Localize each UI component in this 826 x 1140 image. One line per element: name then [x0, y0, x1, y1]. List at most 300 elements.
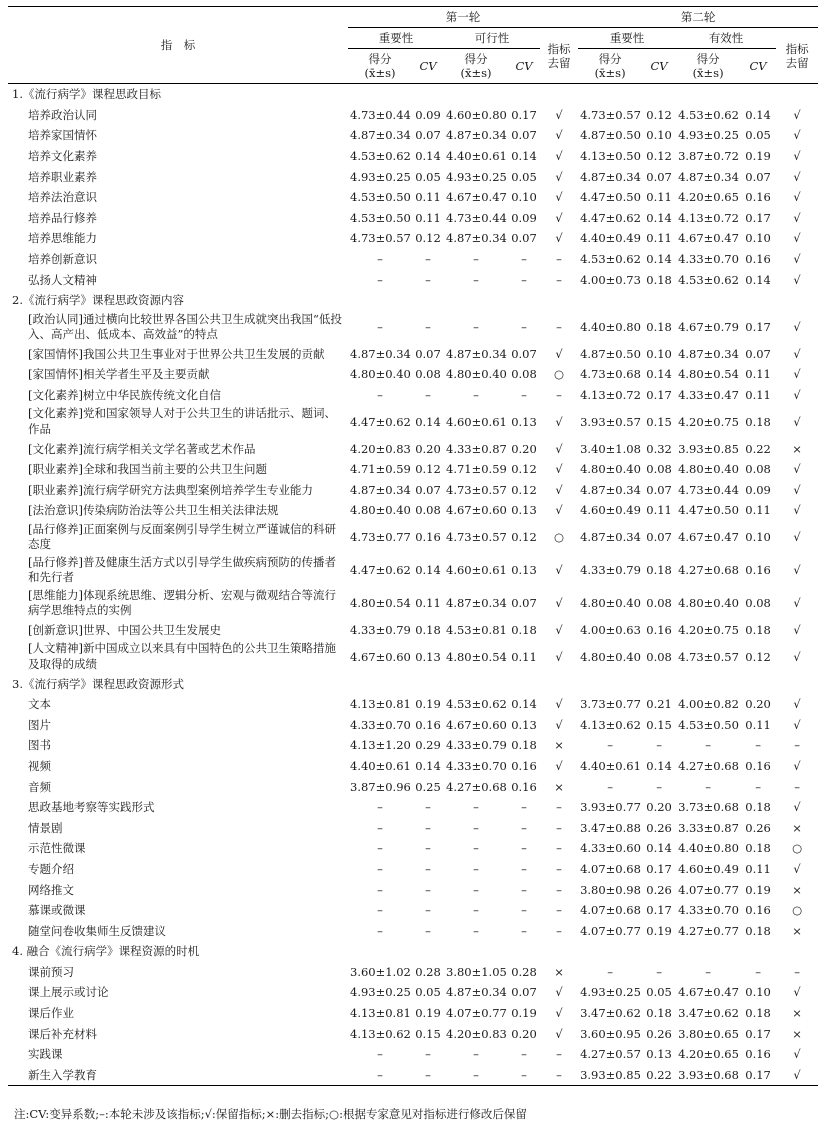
r2-importance-score: 4.87±0.50	[580, 346, 641, 361]
indicator-name: 音频	[28, 779, 51, 794]
r1-keep-remove: √	[555, 210, 563, 225]
r1-importance-score: –	[377, 882, 383, 897]
table-row	[8, 364, 818, 385]
r1-second-cv: 0.17	[511, 107, 537, 122]
r2-second-cv: 0.17	[745, 320, 771, 335]
r2-second-cv: 0.17	[745, 210, 771, 225]
indicator-name: 视频	[28, 758, 51, 773]
r1-second-score: 4.80±0.40	[446, 367, 507, 382]
r1-importance-score: 4.20±0.83	[350, 441, 411, 456]
r2-keep-remove: √	[793, 1047, 801, 1062]
r2-second-cv: 0.18	[745, 1006, 771, 1021]
r2-importance-cv: 0.32	[646, 441, 672, 456]
r1-importance-header: 重要性	[348, 28, 444, 49]
r1-keep-remove: –	[540, 1065, 578, 1086]
r1-keep-remove: –	[556, 272, 562, 287]
r1-importance-cv: 0.07	[415, 482, 441, 497]
r1-second-score: 4.33±0.79	[446, 738, 507, 753]
r2-importance-score: 4.87±0.34	[580, 482, 641, 497]
r1-importance-cv: 0.07	[415, 346, 441, 361]
r1-keep-remove: √	[555, 503, 563, 518]
r1-keep-remove: √	[555, 563, 563, 578]
r2-keep-remove: √	[793, 107, 801, 122]
table-row	[8, 1003, 818, 1024]
r1-importance-score: –	[377, 903, 383, 918]
r2-keep-remove: √	[793, 697, 801, 712]
r2-keep-remove: ×	[792, 1026, 802, 1041]
r1-importance-cv: –	[425, 841, 431, 856]
table-row	[8, 554, 818, 587]
r1-second-score: 4.73±0.57	[446, 482, 507, 497]
r2-keep-remove: √	[793, 346, 801, 361]
r2-second-score: 4.20±0.75	[678, 414, 739, 429]
r1-second-cv: 0.10	[511, 190, 537, 205]
r1-second-cv: 0.09	[511, 210, 537, 225]
r2-second-score: 4.67±0.47	[678, 231, 739, 246]
r1-importance-score: 4.73±0.77	[350, 530, 411, 545]
r1-keep-remove: √	[555, 441, 563, 456]
indicator-name: 培养家国情怀	[28, 128, 97, 143]
r1-second-cv: –	[521, 272, 527, 287]
r2-importance-cv: 0.17	[646, 388, 672, 403]
r1-second-cv: 0.14	[511, 697, 537, 712]
table-row	[8, 587, 818, 620]
r2-second-cv: 0.16	[745, 1047, 771, 1062]
indicator-name: 慕课或微课	[28, 903, 86, 918]
r2-keep-remove: ×	[792, 441, 802, 456]
r1-second-cv: 0.07	[511, 231, 537, 246]
r1-second-score: –	[473, 923, 479, 938]
r1-second-score: 4.53±0.81	[446, 622, 507, 637]
r1-importance-cv: 0.14	[415, 758, 441, 773]
r1-second-score: 4.73±0.44	[446, 210, 507, 225]
r1-importance-cv: 0.07	[415, 128, 441, 143]
r2-importance-score: 4.40±0.80	[580, 320, 641, 335]
indicator-name: 专题介绍	[28, 861, 74, 876]
r2-importance-cv: 0.10	[646, 346, 672, 361]
table-row	[8, 982, 818, 1003]
table-row	[8, 311, 818, 344]
r1-importance-cv: –	[425, 861, 431, 876]
r2-second-score: 3.93±0.85	[678, 441, 739, 456]
r2-second-score: 4.20±0.75	[678, 622, 739, 637]
r2-importance-cv: 0.22	[642, 1065, 676, 1086]
r2-second-score: 4.33±0.70	[678, 252, 739, 267]
r2-second-cv: 0.18	[745, 800, 771, 815]
r2-second-cv: 0.26	[745, 820, 771, 835]
r1-second-cv: 0.13	[511, 717, 537, 732]
r2-keep-remove: √	[793, 231, 801, 246]
indicator-name: 培养思维能力	[28, 231, 97, 246]
indicator-name: [人文精神]新中国成立以来具有中国特色的公共卫生策略措施及取得的成绩	[28, 641, 336, 671]
indicator-name: 课前预习	[28, 964, 74, 979]
r1-keep-remove: –	[556, 820, 562, 835]
r2-importance-cv: 0.05	[646, 985, 672, 1000]
r2-keep-remove: √	[793, 563, 801, 578]
r2-second-score: 4.53±0.50	[678, 717, 739, 732]
r2-second-cv: 0.14	[745, 272, 771, 287]
r2-second-score: 4.40±0.80	[678, 841, 739, 856]
table-row	[8, 900, 818, 921]
r2-importance-cv: 0.26	[646, 882, 672, 897]
r2-importance-score: 3.47±0.62	[580, 1006, 641, 1021]
r2-second-score: 4.27±0.68	[678, 563, 739, 578]
r1-importance-cv: 0.11	[415, 190, 441, 205]
r2-second-score: 4.87±0.34	[678, 346, 739, 361]
table-row	[8, 105, 818, 126]
r2-second-score: –	[705, 738, 711, 753]
r1-second-cv: –	[521, 923, 527, 938]
r2-keep-remove-header: 指标 去留	[776, 28, 818, 84]
r2-second-cv: 0.18	[745, 414, 771, 429]
r2-importance-cv: 0.11	[646, 190, 672, 205]
indicator-name: 随堂问卷收集师生反馈建议	[28, 923, 166, 938]
r2-importance-score: 4.13±0.72	[580, 388, 641, 403]
r1-keep-remove: √	[555, 985, 563, 1000]
r2-importance-cv: 0.07	[646, 530, 672, 545]
r1-importance-score: 4.73±0.57	[350, 231, 411, 246]
r1-second-cv: 0.12	[511, 462, 537, 477]
r1-keep-remove: ○	[554, 367, 565, 382]
round2-header: 第二轮	[578, 7, 818, 28]
table-row	[8, 385, 818, 406]
r2-second-score: 4.93±0.25	[678, 128, 739, 143]
r1-keep-remove: –	[556, 388, 562, 403]
r2-second-cv: 0.05	[745, 128, 771, 143]
r1-second-cv: 0.07	[511, 346, 537, 361]
r2-importance-cv: 0.21	[646, 697, 672, 712]
r2-importance-cv: 0.08	[646, 596, 672, 611]
r2-second-score: 3.33±0.87	[678, 820, 739, 835]
r1-importance-cv: –	[412, 1065, 444, 1086]
r2-importance-score: 4.07±0.68	[580, 861, 641, 876]
r2-second-cv: 0.10	[745, 231, 771, 246]
r1-second-cv: –	[521, 820, 527, 835]
r2-importance-cv: 0.12	[646, 149, 672, 164]
r2-imp-cv-header: CV	[642, 49, 676, 84]
r1-importance-cv: 0.08	[415, 367, 441, 382]
r1-second-score: 4.87±0.34	[446, 596, 507, 611]
indicator-name: [政治认同]通过横向比较世界各国公共卫生成就突出我国“低投入、高产出、低成本、高效益”的特点	[28, 311, 342, 342]
r2-importance-score: 3.40±1.08	[580, 441, 641, 456]
r1-keep-remove: √	[555, 169, 563, 184]
r1-importance-cv: –	[425, 320, 431, 335]
r2-importance-score: 4.87±0.50	[580, 128, 641, 143]
r1-keep-remove: –	[556, 320, 562, 335]
r2-keep-remove: ○	[792, 903, 803, 918]
r2-importance-cv: 0.14	[646, 210, 672, 225]
r1-importance-score: 4.80±0.40	[350, 503, 411, 518]
r1-importance-score: 4.73±0.44	[350, 107, 411, 122]
r1-importance-cv: 0.29	[415, 738, 441, 753]
round1-header: 第一轮	[348, 7, 578, 28]
r2-importance-score: 3.93±0.85	[578, 1065, 642, 1086]
r1-importance-cv: –	[425, 272, 431, 287]
r2-second-cv: –	[755, 738, 761, 753]
r1-fea-cv-header: CV	[508, 49, 540, 84]
r1-keep-remove: –	[556, 903, 562, 918]
indicator-name: [思维能力]体现系统思维、逻辑分析、宏观与微观结合等流行病学思维特点的实例	[28, 587, 336, 618]
r1-second-score: 4.87±0.34	[446, 128, 507, 143]
r1-importance-score: 4.80±0.54	[350, 596, 411, 611]
r2-second-cv: 0.19	[745, 149, 771, 164]
r2-importance-cv: 0.26	[646, 1026, 672, 1041]
r1-keep-remove: √	[555, 231, 563, 246]
r1-importance-cv: 0.14	[415, 149, 441, 164]
r1-importance-score: 4.87±0.34	[350, 128, 411, 143]
indicator-name: 网络推文	[28, 882, 74, 897]
table-row	[8, 459, 818, 480]
r2-importance-score: 4.60±0.49	[580, 503, 641, 518]
r2-keep-remove: ×	[792, 923, 802, 938]
r1-fea-score-header: 得分 (x̄±s)	[444, 49, 508, 84]
indicator-name: 思政基地考察等实践形式	[28, 800, 155, 815]
r1-imp-cv-header: CV	[412, 49, 444, 84]
r2-importance-cv: 0.07	[646, 169, 672, 184]
r2-importance-score: 3.47±0.88	[580, 820, 641, 835]
indicator-name: 实践课	[28, 1047, 63, 1062]
table-row	[8, 920, 818, 941]
r1-importance-cv: 0.08	[415, 503, 441, 518]
r1-second-score: –	[473, 800, 479, 815]
table-row	[8, 146, 818, 167]
r2-keep-remove: √	[793, 462, 801, 477]
r2-keep-remove: √	[793, 367, 801, 382]
r2-importance-cv: –	[656, 964, 662, 979]
r2-importance-cv: 0.20	[646, 800, 672, 815]
r1-importance-cv: 0.28	[415, 964, 441, 979]
r2-keep-remove: √	[793, 482, 801, 497]
r2-second-cv: 0.07	[745, 169, 771, 184]
r2-importance-cv: 0.08	[646, 649, 672, 664]
r1-importance-score: 4.33±0.79	[350, 622, 411, 637]
r2-second-cv: 0.11	[745, 388, 771, 403]
r1-second-score: –	[473, 861, 479, 876]
r2-keep-remove: –	[794, 964, 800, 979]
r2-second-score: 4.20±0.65	[678, 1047, 739, 1062]
r1-second-score: 4.60±0.61	[446, 414, 507, 429]
indicator-name: 培养品行修养	[28, 210, 97, 225]
r2-importance-score: –	[607, 779, 613, 794]
section-row	[8, 84, 818, 105]
r2-importance-score: 4.73±0.57	[580, 107, 641, 122]
table-row	[8, 1044, 818, 1065]
r2-importance-cv: 0.26	[646, 820, 672, 835]
r1-importance-cv: –	[425, 882, 431, 897]
section-row	[8, 290, 818, 311]
r2-effectiveness-header: 有效性	[676, 28, 776, 49]
r2-second-cv: 0.18	[745, 923, 771, 938]
table-row	[8, 714, 818, 735]
r1-second-cv: 0.07	[511, 985, 537, 1000]
r2-second-cv: 0.11	[745, 503, 771, 518]
r2-second-score: 4.27±0.68	[678, 758, 739, 773]
r2-second-cv: 0.07	[745, 346, 771, 361]
r1-importance-cv: 0.25	[415, 779, 441, 794]
indicator-name: 课上展示或讨论	[28, 985, 109, 1000]
table-row	[8, 166, 818, 187]
r1-importance-cv: 0.11	[415, 210, 441, 225]
r2-keep-remove: √	[793, 503, 801, 518]
r1-second-score: –	[473, 903, 479, 918]
r1-importance-score: –	[377, 252, 383, 267]
r2-keep-remove: √	[793, 649, 801, 664]
r2-keep-remove: √	[793, 272, 801, 287]
indicator-name: 示范性微课	[28, 841, 86, 856]
r1-keep-remove: √	[555, 717, 563, 732]
r1-importance-score: 3.87±0.96	[350, 779, 411, 794]
r2-importance-score: 4.07±0.77	[580, 923, 641, 938]
r1-second-score: 4.60±0.80	[446, 107, 507, 122]
indicator-name: 情景剧	[28, 820, 63, 835]
r1-second-cv: 0.20	[511, 1026, 537, 1041]
r1-second-cv: –	[521, 388, 527, 403]
indicator-name: 培养创新意识	[28, 252, 97, 267]
r2-importance-cv: –	[656, 779, 662, 794]
r1-second-score: 4.67±0.47	[446, 190, 507, 205]
table-row	[8, 405, 818, 438]
r1-second-cv: 0.07	[511, 128, 537, 143]
r2-second-score: 4.53±0.62	[678, 272, 739, 287]
r2-importance-score: –	[607, 964, 613, 979]
table-row	[8, 208, 818, 229]
indicator-name: [创新意识]世界、中国公共卫生发展史	[28, 622, 221, 637]
r1-keep-remove: ○	[554, 530, 565, 545]
section-title: 2.《流行病学》课程思政资源内容	[12, 293, 184, 308]
r2-importance-score: 4.40±0.49	[580, 231, 641, 246]
r1-keep-remove: √	[555, 149, 563, 164]
r2-importance-score: 3.73±0.77	[580, 697, 641, 712]
r1-second-cv: 0.19	[511, 1006, 537, 1021]
indicator-header: 指 标	[8, 7, 348, 84]
r2-second-cv: 0.16	[745, 903, 771, 918]
r1-imp-score-header: 得分 (x̄±s)	[348, 49, 412, 84]
table-row	[8, 1065, 818, 1086]
r1-importance-score: 4.40±0.61	[350, 758, 411, 773]
r2-keep-remove: √	[793, 530, 801, 545]
indicator-name: 培养法治意识	[28, 190, 97, 205]
r2-second-score: 3.93±0.68	[676, 1065, 740, 1086]
r1-importance-score: 4.13±0.81	[350, 697, 411, 712]
r2-importance-score: 4.00±0.73	[580, 272, 641, 287]
r1-second-score: 4.60±0.61	[446, 563, 507, 578]
indicator-name: [职业素养]流行病学研究方法典型案例培养学生专业能力	[28, 482, 313, 497]
r2-eff-score-header: 得分 (x̄±s)	[676, 49, 740, 84]
r1-second-score: 4.93±0.25	[446, 169, 507, 184]
section-title: 1.《流行病学》课程思政目标	[12, 87, 161, 102]
indicator-name: 培养政治认同	[28, 107, 97, 122]
table-row	[8, 817, 818, 838]
r2-second-score: 4.20±0.65	[678, 190, 739, 205]
r1-second-score: 4.40±0.61	[446, 149, 507, 164]
table-row	[8, 694, 818, 715]
r1-second-score: 4.27±0.68	[446, 779, 507, 794]
r2-keep-remove: √	[793, 861, 801, 876]
r1-second-cv: 0.12	[511, 482, 537, 497]
table-row	[8, 640, 818, 673]
r1-importance-score: 4.53±0.62	[350, 149, 411, 164]
r2-importance-cv: 0.19	[646, 923, 672, 938]
r1-keep-remove: √	[555, 414, 563, 429]
r1-importance-cv: 0.12	[415, 231, 441, 246]
r1-second-cv: 0.13	[511, 503, 537, 518]
r2-second-cv: 0.16	[745, 190, 771, 205]
r2-second-score: 4.67±0.79	[678, 320, 739, 335]
r1-importance-cv: 0.20	[415, 441, 441, 456]
r2-importance-score: 3.93±0.57	[580, 414, 641, 429]
r1-importance-score: –	[377, 272, 383, 287]
r1-importance-score: –	[377, 320, 383, 335]
r1-second-cv: 0.13	[511, 563, 537, 578]
r1-keep-remove: –	[556, 882, 562, 897]
r2-importance-score: 4.87±0.34	[580, 530, 641, 545]
r1-second-cv: 0.16	[511, 779, 537, 794]
r1-importance-score: –	[377, 820, 383, 835]
r2-keep-remove: √	[793, 596, 801, 611]
r2-second-cv: 0.16	[745, 252, 771, 267]
r1-importance-cv: –	[425, 1047, 431, 1062]
r2-keep-remove: √	[793, 758, 801, 773]
r1-second-cv: 0.14	[511, 149, 537, 164]
r1-importance-score: 4.47±0.62	[350, 563, 411, 578]
r2-second-score: 4.60±0.49	[678, 861, 739, 876]
r1-keep-remove: ×	[554, 738, 564, 753]
r2-keep-remove: √	[793, 210, 801, 225]
r1-importance-cv: –	[425, 388, 431, 403]
r1-importance-score: 4.47±0.62	[350, 414, 411, 429]
r2-second-cv: 0.17	[740, 1065, 776, 1086]
r2-eff-cv-header: CV	[740, 49, 776, 84]
r1-importance-score: 4.13±1.20	[350, 738, 411, 753]
r2-second-score: 4.27±0.77	[678, 923, 739, 938]
r1-second-score: –	[473, 1047, 479, 1062]
r1-importance-cv: 0.16	[415, 530, 441, 545]
r1-second-score: 4.80±0.54	[446, 649, 507, 664]
indicator-name: 课后补充材料	[28, 1026, 97, 1041]
r1-second-score: 4.53±0.62	[446, 697, 507, 712]
r1-second-score: 4.73±0.57	[446, 530, 507, 545]
r1-importance-score: 4.93±0.25	[350, 169, 411, 184]
r1-keep-remove: –	[556, 252, 562, 267]
r1-importance-score: 4.53±0.50	[350, 190, 411, 205]
r1-keep-remove: –	[556, 1047, 562, 1062]
r1-second-score: –	[473, 388, 479, 403]
r2-keep-remove: ○	[792, 841, 803, 856]
r2-keep-remove: √	[793, 149, 801, 164]
table-row	[8, 125, 818, 146]
r2-second-cv: 0.19	[745, 882, 771, 897]
r1-importance-score: –	[377, 388, 383, 403]
r1-keep-remove: ×	[554, 779, 564, 794]
r2-importance-cv: –	[656, 738, 662, 753]
r2-second-score: 3.47±0.62	[678, 1006, 739, 1021]
indicator-name: [品行修养]普及健康生活方式以引导学生做疾病预防的传播者和先行者	[28, 554, 336, 585]
r1-keep-remove: –	[556, 800, 562, 815]
r2-importance-score: 4.93±0.25	[580, 985, 641, 1000]
r2-importance-score: 4.80±0.40	[580, 462, 641, 477]
r1-importance-score: 4.87±0.34	[350, 482, 411, 497]
r1-keep-remove: √	[555, 1006, 563, 1021]
r2-keep-remove: √	[793, 190, 801, 205]
r1-importance-cv: 0.19	[415, 1006, 441, 1021]
r2-importance-cv: 0.08	[646, 462, 672, 477]
r1-second-score: 4.67±0.60	[446, 503, 507, 518]
r2-second-score: 4.67±0.47	[678, 985, 739, 1000]
r2-second-cv: 0.12	[745, 649, 771, 664]
r2-importance-score: 4.73±0.68	[580, 367, 641, 382]
r2-importance-score: 3.93±0.77	[580, 800, 641, 815]
r1-importance-score: –	[377, 1047, 383, 1062]
